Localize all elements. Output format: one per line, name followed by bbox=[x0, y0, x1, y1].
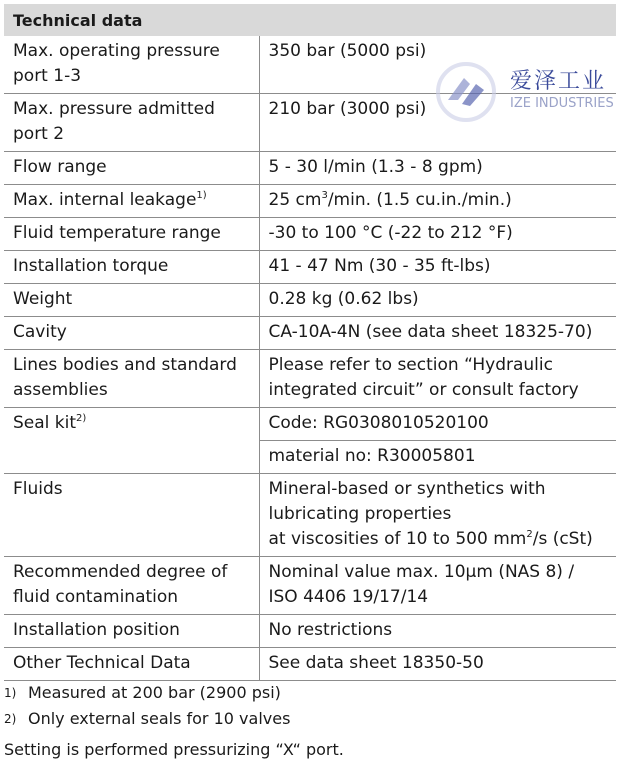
table-row-installation-position bbox=[4, 615, 616, 648]
footnote-ref: 2) bbox=[76, 413, 87, 424]
row-value: 210 bar (3000 psi) bbox=[259, 94, 616, 152]
table-row-fluids bbox=[4, 474, 616, 557]
footnote-item: 2) Only external seals for 10 valves bbox=[4, 709, 291, 728]
row-value: -30 to 100 °C (-22 to 212 °F) bbox=[259, 218, 616, 251]
table-row-fluid-temperature bbox=[4, 218, 616, 251]
row-label: Max. internal leakage$^{1)}$ bbox=[4, 185, 259, 218]
table-row-weight bbox=[4, 284, 616, 317]
technical-data-sheet bbox=[4, 4, 616, 681]
row-value: 350 bar (5000 psi) bbox=[259, 36, 616, 94]
table-row-contamination bbox=[4, 557, 616, 615]
table-row-max-pressure-port-2 bbox=[4, 94, 616, 152]
row-value: Mineral-based or synthetics with lubricating properties at viscosities of 10 to 500 $mm^2/s$ (cSt) bbox=[259, 474, 616, 557]
row-label: Installation torque bbox=[4, 251, 259, 284]
table-row-seal-kit bbox=[4, 408, 616, 441]
row-label: Recommended degree of fluid contamination bbox=[4, 557, 259, 615]
row-value: See data sheet 18350-50 bbox=[259, 648, 616, 681]
table-row-lines-bodies bbox=[4, 350, 616, 408]
row-value: Nominal value max. 10µm (NAS 8) / ISO 4406 19/17/14 bbox=[259, 557, 616, 615]
row-label: Other Technical Data bbox=[4, 648, 259, 681]
row-value: 41 - 47 Nm (30 - 35 ft-lbs) bbox=[259, 251, 616, 284]
table-header-row bbox=[4, 4, 616, 36]
row-label: Max. pressure admitted port 2 bbox=[4, 94, 259, 152]
footnote-ref: 1) bbox=[196, 190, 207, 201]
table-row-other-technical-data bbox=[4, 648, 616, 681]
table-row-cavity bbox=[4, 317, 616, 350]
row-label: Seal kit$^{2)}$ bbox=[4, 408, 259, 474]
watermark-en-text: IZE INDUSTRIES bbox=[510, 96, 614, 111]
row-label: Weight bbox=[4, 284, 259, 317]
table-row-installation-torque bbox=[4, 251, 616, 284]
table-row-internal-leakage bbox=[4, 185, 616, 218]
row-value: 5 - 30 l/min (1.3 - 8 gpm) bbox=[259, 152, 616, 185]
watermark-cn-text: 爱泽工业 bbox=[510, 69, 607, 94]
table-row-flow-range bbox=[4, 152, 616, 185]
technical-data-table bbox=[4, 4, 616, 681]
row-label: Flow range bbox=[4, 152, 259, 185]
row-label: Max. operating pressure port 1-3 bbox=[4, 36, 259, 94]
row-value: No restrictions bbox=[259, 615, 616, 648]
footnotes bbox=[4, 680, 290, 732]
row-label: Lines bodies and standard assemblies bbox=[4, 350, 259, 408]
row-value: 0.28 kg (0.62 lbs) bbox=[259, 284, 616, 317]
table-title: Technical data bbox=[4, 4, 616, 36]
row-value: Code: RG0308010520100 bbox=[259, 408, 616, 441]
row-value: Please refer to section “Hydraulic integrated circuit” or consult factory bbox=[259, 350, 616, 408]
row-value: CA-10A-4N (see data sheet 18325-70) bbox=[259, 317, 616, 350]
footnote-item: 1) Measured at 200 bar (2900 psi) bbox=[4, 683, 281, 702]
row-label: Cavity bbox=[4, 317, 259, 350]
setting-note: Setting is performed pressurizing “X“ port. bbox=[4, 740, 344, 759]
row-label: Installation position bbox=[4, 615, 259, 648]
table-row-max-operating-pressure bbox=[4, 36, 616, 94]
row-label: Fluids bbox=[4, 474, 259, 557]
row-value: material no: R30005801 bbox=[259, 441, 616, 474]
row-label: Fluid temperature range bbox=[4, 218, 259, 251]
row-value: 25 $cm^3/\min$. (1.5 cu.in./min.) bbox=[259, 185, 616, 218]
